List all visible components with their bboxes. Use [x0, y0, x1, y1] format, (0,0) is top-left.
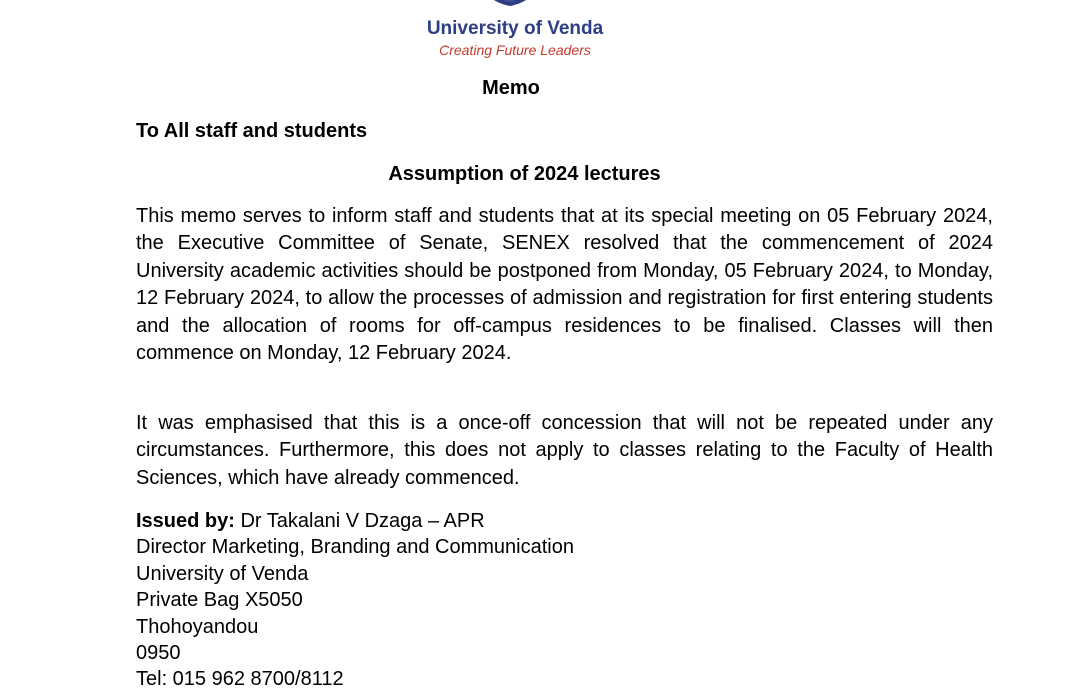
issued-by-label: Issued by:: [136, 510, 235, 532]
postal-address: Private Bag X5050: [136, 589, 303, 612]
town: Thohoyandou: [136, 615, 259, 638]
recipients-line: To All staff and students: [136, 120, 368, 142]
issuer-name: Dr Takalani V Dzaga – APR: [234, 510, 485, 532]
postal-code: 0950: [136, 642, 181, 665]
memo-paragraph-2: It was emphasised that this is a once-off concession that will not be repeated under any circumstances. Furthermore, this does not apply to classes relating to the Faculty of Health Sciences, which have already commenced.: [136, 412, 993, 489]
university-shield-logo: [487, 0, 533, 6]
issuer-title: Director Marketing, Branding and Communication: [136, 536, 574, 559]
university-name: University of Venda: [426, 18, 604, 39]
memo-title: Memo: [482, 77, 540, 99]
signature-block: [136, 508, 574, 693]
university-tagline: Creating Future Leaders: [439, 42, 591, 58]
memo-subject: Assumption of 2024 lectures: [388, 163, 661, 185]
issuer-institution: University of Venda: [136, 562, 309, 585]
memo-paragraph-1: This memo serves to inform staff and students that at its special meeting on 05 February 2024, the Executive Committee of Senate, SENEX resolved that the commencement of 2024 University academic activities should be postponed from Monday, 05 February 2024, to Monday, 12 February 2024, to allow the processes of admission and registration for first entering students and the allocation of rooms for off-campus residences to be finalised. Classes will then commence on Monday, 12 February 2024.: [136, 205, 993, 365]
issued-by-line: [136, 508, 574, 534]
telephone: Tel: 015 962 8700/8112: [136, 668, 344, 691]
